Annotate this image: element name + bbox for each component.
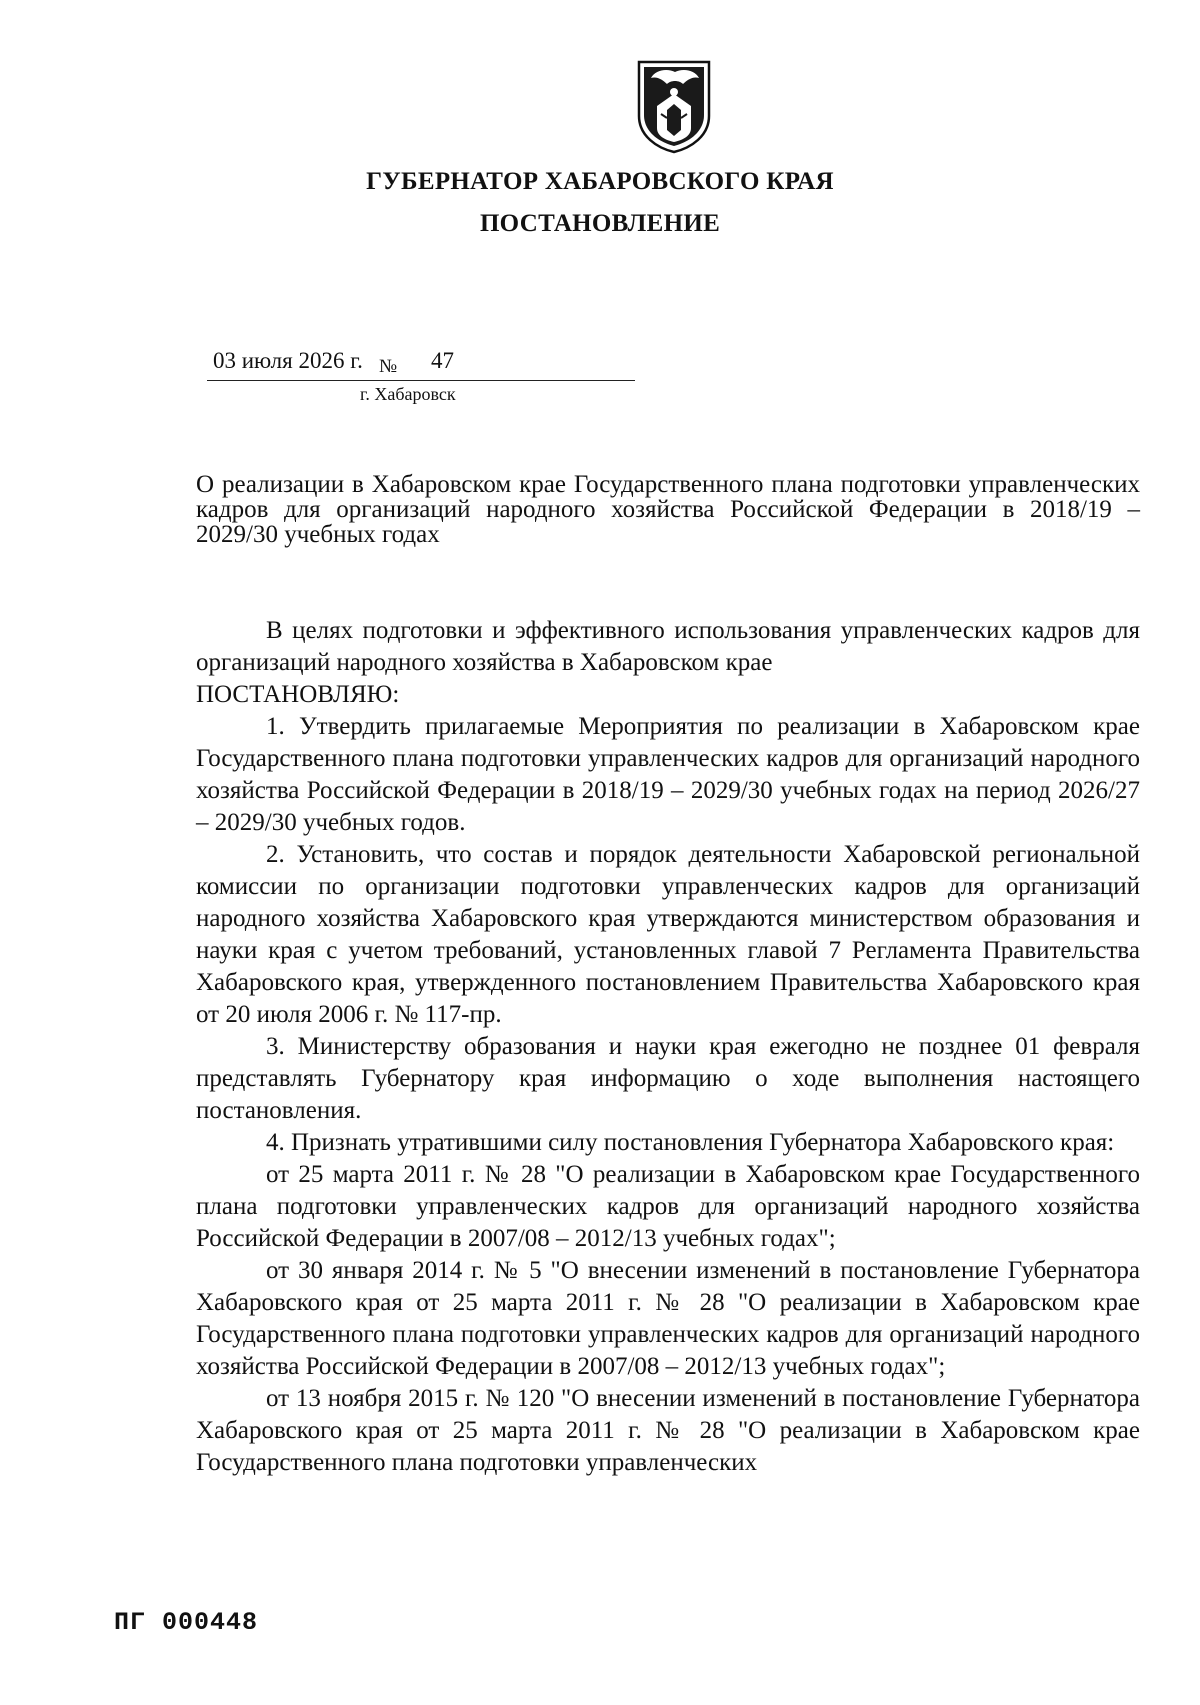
repeal-1-paragraph: от 25 марта 2011 г. № 28 "О реализации в Хабаровском крае Государственного плана подготовки управленческих кадров для организаций народного хозяйства Российской Федерации в 2007/08 – 2012/13 учебных годах"; [196, 1161, 1140, 1252]
item-3-paragraph: 3. Министерству образования и науки края ежегодно не позднее 01 февраля представлять Губернатору края информацию о ходе выполнения настоящего постановления. [196, 1033, 1140, 1124]
date-number-line [207, 346, 635, 381]
item-1-paragraph: 1. Утвердить прилагаемые Мероприятия по реализации в Хабаровском крае Государственного плана подготовки управленческих кадров для организаций народного хозяйства Российской Федерации в 2018/19 – 2029/30 учебных годах на период 2026/27 – 2029/30 учебных годов. [196, 713, 1140, 836]
document-date: 03 июля 2026 г. [213, 348, 363, 373]
document-body [196, 615, 1140, 1479]
coat-of-arms-icon [633, 58, 715, 154]
document-type-title: ПОСТАНОВЛЕНИЕ [479, 210, 721, 237]
document-city: г. Хабаровск [360, 384, 456, 404]
document-subject: О реализации в Хабаровском крае Государственного плана подготовки управленческих кадров для организаций народного хозяйства Российской Федерации в 2018/19 – 2029/30 учебных годах [196, 471, 1140, 548]
resolve-word: ПОСТАНОВЛЯЮ: [196, 681, 400, 708]
authority-title: ГУБЕРНАТОР ХАБАРОВСКОГО КРАЯ [366, 168, 834, 195]
repeal-2-paragraph: от 30 января 2014 г. № 5 "О внесении изменений в постановление Губернатора Хабаровского края от 25 марта 2011 г. № 28 "О реализации в Хабаровском крае Государственного плана подготовки управленческих кадров для организаций народного хозяйства Российской Федерации в 2007/08 – 2012/13 учебных годах"; [196, 1257, 1140, 1380]
item-2-paragraph: 2. Установить, что состав и порядок деятельности Хабаровской региональной комиссии по организации подготовки управленческих кадров для организаций народного хозяйства Хабаровского края утверждаются министерством образования и науки края с учетом требований, установленных главой 7 Регламента Правительства Хабаровского края, утвержденного постановлением Правительства Хабаровского края от 20 июля 2006 г. № 117-пр. [196, 841, 1140, 1028]
repeal-3-paragraph: от 13 ноября 2015 г. № 120 "О внесении изменений в постановление Губернатора Хабаровского края от 25 марта 2011 г. № 28 "О реализации в Хабаровском крае Государственного плана подготовки управленческих [196, 1385, 1140, 1476]
item-4-paragraph: 4. Признать утратившими силу постановления Губернатора Хабаровского края: [266, 1129, 1115, 1156]
preamble-paragraph: В целях подготовки и эффективного использования управленческих кадров для организаций народного хозяйства в Хабаровском крае [196, 617, 1140, 676]
number-sign: № [379, 356, 398, 377]
form-serial-number: ПГ 000448 [114, 1608, 259, 1637]
document-number: 47 [431, 348, 454, 373]
